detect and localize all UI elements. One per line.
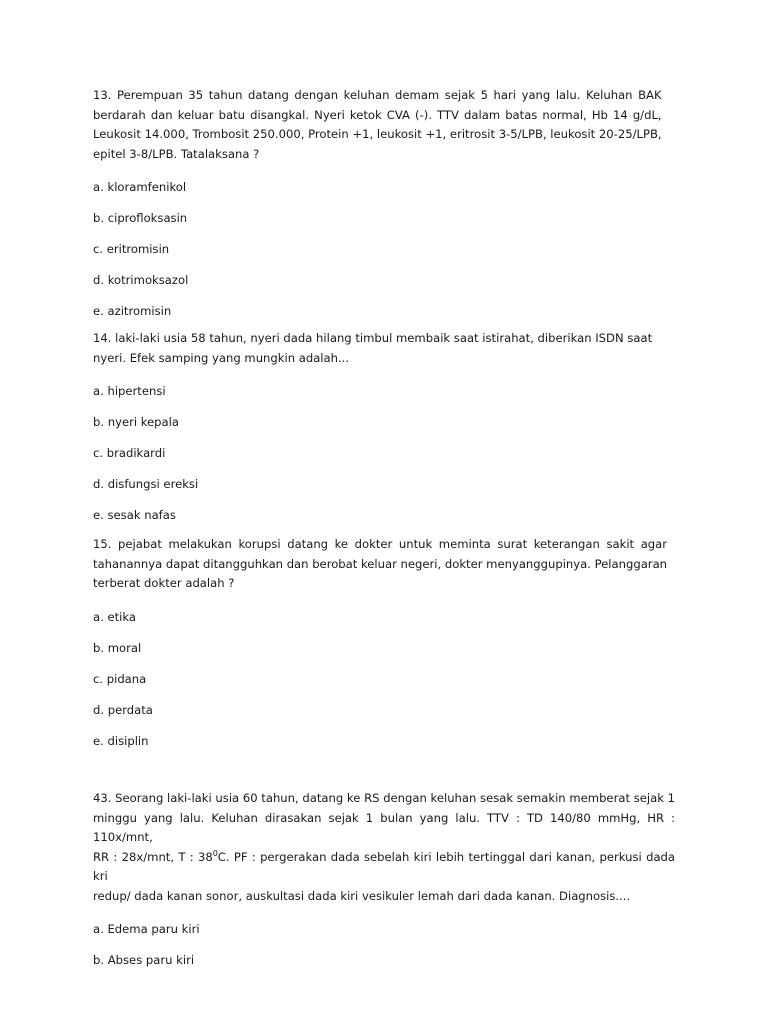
question-43-line-3 [93, 848, 675, 887]
question-14 [93, 329, 652, 523]
question-13-text [93, 86, 662, 164]
question-14-options [93, 384, 652, 523]
option-c: c. eritromisin [93, 242, 170, 256]
question-14-line-1: 14. laki-laki usia 58 tahun, nyeri dada hilang timbul membaik saat istirahat, diberikan ISDN saat [93, 331, 653, 345]
question-13-line-2: berdarah dan keluar batu disangkal. Nyeri ketok CVA (-). TTV dalam batas normal, Hb 14 g/dL, [93, 107, 662, 122]
question-15-line-3: terberat dokter adalah ? [93, 576, 235, 590]
question-43-line-2: minggu yang lalu. Keluhan dirasakan sejak 1 bulan yang lalu. TTV : TD 140/80 mmHg, HR : 110x/mnt, [93, 810, 675, 844]
question-15-options [93, 610, 667, 749]
question-43-line-3-end: C. PF : pergerakan dada sebelah kiri lebih tertinggal dari kanan, perkusi dada kri [93, 849, 676, 883]
option-b: b. Abses paru kiri [93, 953, 195, 967]
question-15-text [93, 535, 667, 594]
option-c: c. bradikardi [93, 446, 166, 460]
option-e: e. azitromisin [93, 304, 172, 318]
question-15-line-1: 15. pejabat melakukan korupsi datang ke dokter untuk meminta surat keterangan sakit agar [93, 537, 668, 551]
option-c: c. pidana [93, 671, 147, 686]
option-d: d. kotrimoksazol [93, 273, 189, 287]
question-43 [93, 789, 675, 968]
question-43-options [93, 922, 675, 968]
question-13-line-4: epitel 3-8/LPB. Tatalaksana ? [93, 146, 260, 161]
question-14-text [93, 329, 652, 368]
question-13 [93, 86, 662, 319]
question-43-line-4: redup/ dada kanan sonor, auskultasi dada kiri vesikuler lemah dari dada kanan. Diagnosis.... [93, 888, 631, 903]
question-15 [93, 535, 667, 749]
question-14-line-2: nyeri. Efek samping yang mungkin adalah... [93, 350, 350, 365]
option-a: a. hipertensi [93, 384, 166, 398]
option-a: a. Edema paru kiri [93, 922, 200, 936]
option-a: a. etika [93, 609, 136, 624]
question-43-text [93, 789, 675, 906]
option-a: a. kloramfenikol [93, 180, 187, 194]
option-d: d. perdata [93, 702, 153, 717]
question-13-line-3: Leukosit 14.000, Trombosit 250.000, Protein +1, leukosit +1, eritrosit 3-5/LPB, leukosit 20-25/LPB, [93, 127, 662, 141]
question-43-line-3-start: RR : 28x/mnt, T : 38 [93, 849, 213, 864]
question-43-line-1: 43. Seorang laki-laki usia 60 tahun, datang ke RS dengan keluhan sesak semakin memberat sejak 1 [93, 791, 675, 805]
option-e: e. disiplin [93, 733, 149, 748]
question-15-line-2: tahanannya dapat ditangguhkan dan berobat keluar negeri, dokter menyanggupinya. Pelanggaran [93, 556, 668, 571]
option-d: d. disfungsi ereksi [93, 477, 199, 491]
option-b: b. moral [93, 640, 142, 655]
question-13-options [93, 180, 662, 319]
option-e: e. sesak nafas [93, 508, 176, 522]
option-b: b. ciprofloksasin [93, 211, 188, 225]
option-b: b. nyeri kepala [93, 415, 179, 429]
degree-superscript: 0 [212, 848, 218, 858]
question-13-line-1: 13. Perempuan 35 tahun datang dengan keluhan demam sejak 5 hari yang lalu. Keluhan BAK [93, 88, 662, 102]
